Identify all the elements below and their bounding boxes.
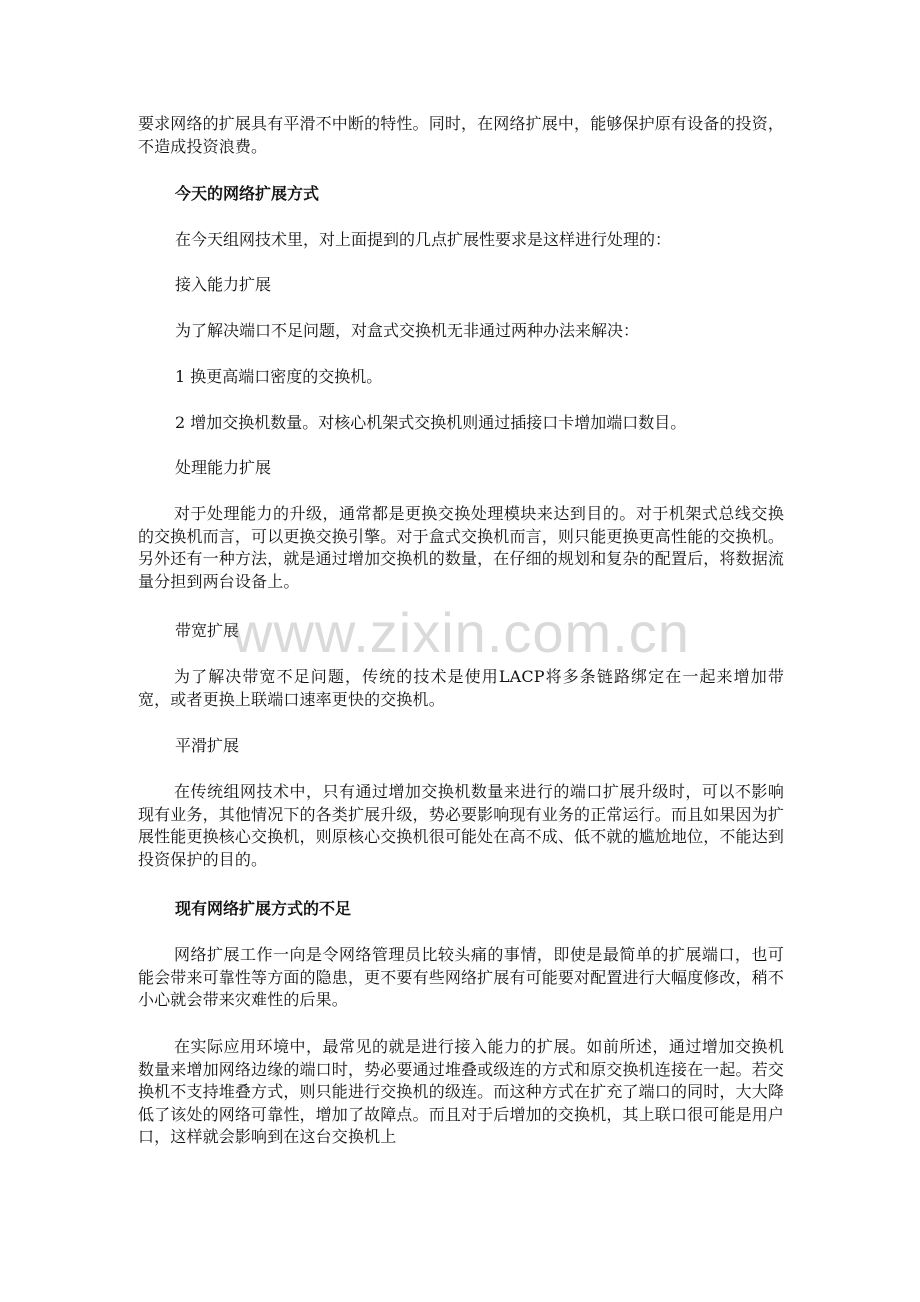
subheading-access-expansion: 接入能力扩展: [175, 275, 272, 294]
watermark-text: www.zixin.com.cn: [232, 601, 690, 664]
section-heading-shortcomings: 现有网络扩展方式的不足: [175, 899, 352, 918]
list-item-2: 2 增加交换机数量。对核心机架式交换机则通过插接口卡增加端口数目。: [175, 413, 687, 432]
paragraph-bandwidth-expansion: 为了解决带宽不足问题，传统的技术是使用LACP将多条链路绑定在一起来增加带宽，或者更换上联端口速率更快的交换机。: [138, 667, 784, 709]
paragraph-processing-expansion: 对于处理能力的升级，通常都是更换交换处理模块来达到目的。对于机架式总线交换的交换机而言，可以更换交换引擎。对于盒式交换机而言，则只能更换更高性能的交换机。另外还有一种方法，就是通过增加交换机的数量，在仔细的规划和复杂的配置后，将数据流量分担到两台设备上。: [138, 504, 785, 591]
subheading-smooth-expansion: 平滑扩展: [175, 736, 240, 755]
paragraph-port-shortage: 为了解决端口不足问题，对盒式交换机无非通过两种办法来解决：: [175, 321, 640, 340]
list-item-1: 1 换更高端口密度的交换机。: [175, 367, 383, 386]
paragraph-shortcomings-2: 在实际应用环境中，最常见的就是进行接入能力的扩展。如前所述，通过增加交换机数量来增加网络边缘的端口时，势必要通过堆叠或级连的方式和原交换机连接在一起。若交换机不支持堆叠方式，则只能进行交换机的级连。而这种方式在扩充了端口的同时，大大降低了该处的网络可靠性，增加了故障点。而且对于后增加的交换机，其上联口很可能是用户口，这样就会影响到在这台交换机上: [138, 1037, 785, 1146]
subheading-processing-expansion: 处理能力扩展: [175, 458, 272, 477]
paragraph-intro-continuation: 要求网络的扩展具有平滑不中断的特性。同时，在网络扩展中，能够保护原有设备的投资，不造成投资浪费。: [138, 114, 785, 156]
subheading-bandwidth-expansion: 带宽扩展: [175, 621, 240, 640]
section-heading-current-methods: 今天的网络扩展方式: [175, 184, 320, 203]
paragraph-shortcomings-1: 网络扩展工作一向是令网络管理员比较头痛的事情，即使是最简单的扩展端口，也可能会带来可靠性等方面的隐患，更不要有些网络扩展有可能要对配置进行大幅度修改，稍不小心就会带来灾难性的后果。: [138, 945, 785, 1009]
paragraph-current-methods-intro: 在今天组网技术里，对上面提到的几点扩展性要求是这样进行处理的：: [175, 230, 672, 249]
paragraph-smooth-expansion: 在传统组网技术中，只有通过增加交换机数量来进行的端口扩展升级时，可以不影响现有业务，其他情况下的各类扩展升级，势必要影响现有业务的正常运行。而且如果因为扩展性能更换核心交换机，则原核心交换机很可能处在高不成、低不就的尴尬地位，不能达到投资保护的目的。: [138, 782, 785, 869]
